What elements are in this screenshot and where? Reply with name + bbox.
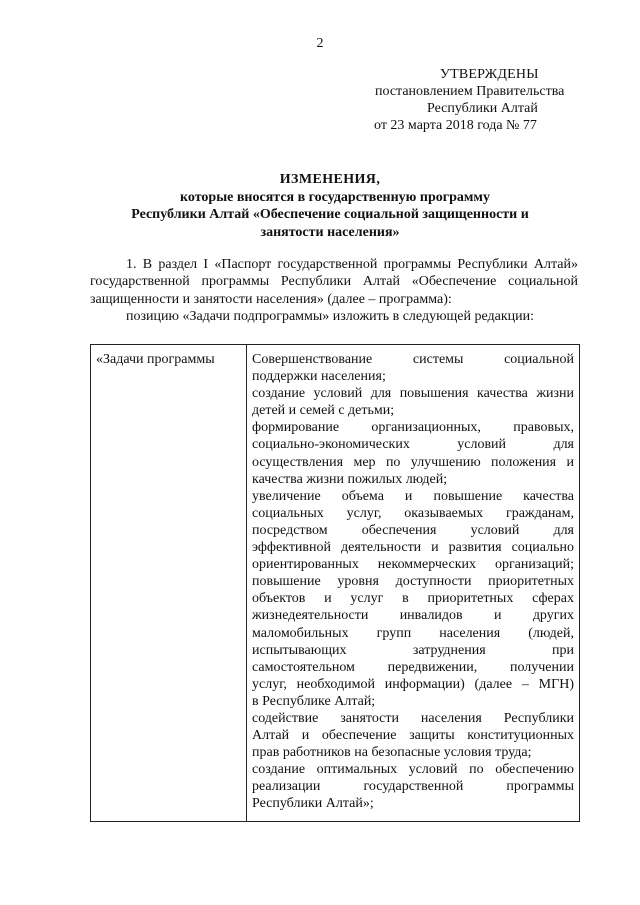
task-line: содействие занятости населения Республики (252, 710, 574, 726)
task-line: Республики Алтай»; (252, 796, 374, 812)
task-line: повышение уровня доступности приоритетных (252, 574, 574, 590)
heading-line-3: Республики Алтай «Обеспечение социальной защищенности и (131, 207, 529, 222)
tasks-table (90, 344, 580, 822)
heading-title: ИЗМЕНЕНИЯ, (279, 172, 381, 187)
task-line: качества жизни пожилых людей; (252, 471, 448, 487)
task-line: ориентированных некоммерческих организаций; (252, 557, 574, 573)
task-line: увеличение объема и повышение качества (252, 488, 574, 504)
task-line: формирование организационных, правовых, (252, 420, 574, 436)
task-line: поддержки населения; (252, 369, 386, 385)
task-line: эффективной деятельности и развития социально (252, 540, 574, 556)
task-line: в Республике Алтай; (252, 693, 376, 709)
approval-line-3: от 23 марта 2018 года № 77 (374, 118, 537, 133)
task-line: Совершенствование системы социальной (252, 352, 574, 367)
task-line: жизнедеятельности инвалидов и других (252, 608, 574, 624)
document-heading (100, 171, 560, 241)
approval-title: УТВЕРЖДЕНЫ (440, 67, 539, 82)
approval-line-2: Республики Алтай (427, 101, 538, 116)
task-line: прав работников на безопасные условия труда; (252, 745, 532, 761)
task-line: осуществления мер по улучшению положения и (252, 454, 574, 470)
approval-stamp (374, 66, 604, 134)
task-line: социально-экономических условий для (252, 437, 574, 453)
task-line: испытывающих затруднения при (252, 642, 574, 658)
table-label-cell (91, 345, 247, 822)
task-line: объектов и услуг в приоритетных сферах (252, 591, 574, 607)
heading-line-2: которые вносятся в государственную программу (180, 189, 490, 205)
task-line: социальных услуг, оказываемых гражданам, (252, 505, 574, 521)
task-line: самостоятельном передвижении, получении (252, 659, 574, 675)
table-value-cell (247, 345, 580, 822)
task-line: создание условий для повышения качества жизни (252, 386, 574, 402)
page-number: 2 (316, 36, 324, 51)
task-line: детей и семей с детьми; (252, 403, 395, 419)
table-row (91, 345, 580, 822)
task-line: маломобильных групп населения (людей, (252, 625, 574, 641)
paragraph-1: 1. В раздел I «Паспорт государственной программы Республики Алтай» государственной программы Республики Алтай «Обеспечение социальной защищенности и занятости населения» (далее – программа): (90, 257, 578, 307)
task-line: реализации государственной программы (252, 779, 574, 795)
approval-line-1: постановлением Правительства (375, 84, 565, 99)
task-line: Алтай и обеспечение защиты конституционных (252, 728, 574, 744)
task-line: услуг, необходимой информации) (далее – МГН) (252, 676, 574, 692)
task-line: создание оптимальных условий по обеспечению (252, 762, 574, 778)
heading-line-4: занятости населения» (260, 224, 400, 240)
paragraph-2: позицию «Задачи подпрограммы» изложить в следующей редакции: (126, 309, 535, 324)
table-label: «Задачи программы (96, 352, 215, 367)
task-line: посредством обеспечения условий для (252, 522, 574, 538)
